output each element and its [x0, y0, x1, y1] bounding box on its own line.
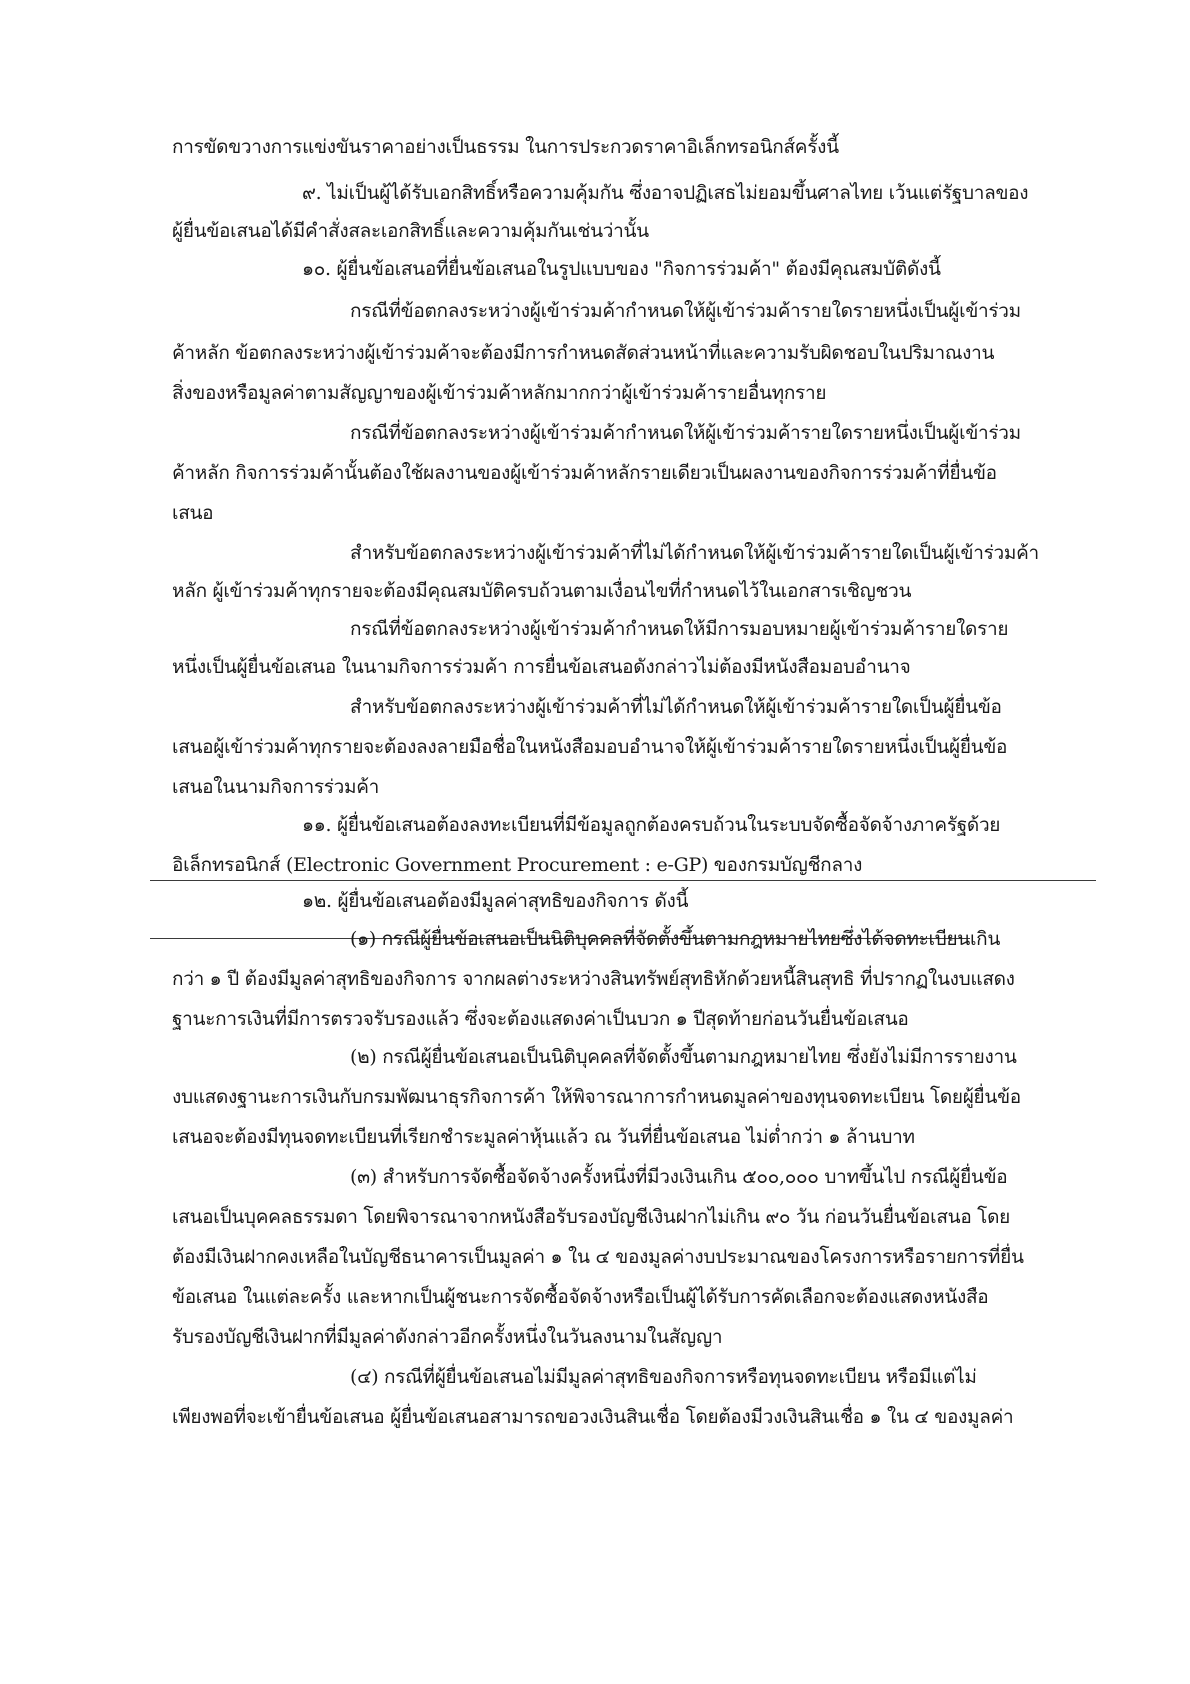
paragraph-line: หลัก ผู้เข้าร่วมค้าทุกรายจะต้องมีคุณสมบัติครบถ้วนตามเงื่อนไขที่กำหนดไว้ในเอกสารเชิญชวน: [172, 580, 912, 602]
paragraph-line: สำหรับข้อตกลงระหว่างผู้เข้าร่วมค้าที่ไม่ได้กำหนดให้ผู้เข้าร่วมค้ารายใดเป็นผู้ยื่นข้อ: [350, 696, 1002, 718]
paragraph-line: เสนอเป็นบุคคลธรรมดา โดยพิจารณาจากหนังสือรับรองบัญชีเงินฝากไม่เกิน ๙๐ วัน ก่อนวันยื่นข้อเสนอ โดย: [172, 1206, 1010, 1228]
paragraph-line: กรณีที่ข้อตกลงระหว่างผู้เข้าร่วมค้ากำหนดให้ผู้เข้าร่วมค้ารายใดรายหนึ่งเป็นผู้เข้าร่วม: [350, 300, 1021, 322]
paragraph-line: เสนอผู้เข้าร่วมค้าทุกรายจะต้องลงลายมือชื่อในหนังสือมอบอำนาจให้ผู้เข้าร่วมค้ารายใดรายหนึ่งเป็นผู้ยื่นข้อ: [172, 736, 1008, 758]
paragraph-line: ต้องมีเงินฝากคงเหลือในบัญชีธนาคารเป็นมูลค่า ๑ ใน ๔ ของมูลค่างบประมาณของโครงการหรือรายการที่ยื่น: [172, 1246, 1024, 1268]
paragraph-line: ค้าหลัก ข้อตกลงระหว่างผู้เข้าร่วมค้าจะต้องมีการกำหนดสัดส่วนหน้าที่และความรับผิดชอบในปริมาณงาน: [172, 342, 995, 364]
paragraph-line: ผู้ยื่นข้อเสนอได้มีคำสั่งสละเอกสิทธิ์และความคุ้มกันเช่นว่านั้น: [172, 220, 649, 242]
paragraph-line: ฐานะการเงินที่มีการตรวจรับรองแล้ว ซึ่งจะต้องแสดงค่าเป็นบวก ๑ ปีสุดท้ายก่อนวันยื่นข้อเสนอ: [172, 1008, 909, 1030]
sub-clause-1-line: (๑) กรณีผู้ยื่นข้อเสนอเป็นนิติบุคคลที่จัดตั้งขึ้นตามกฎหมายไทยซึ่งได้จดทะเบียนเกิน: [350, 928, 1001, 950]
paragraph-line: กว่า ๑ ปี ต้องมีมูลค่าสุทธิของกิจการ จากผลต่างระหว่างสินทรัพย์สุทธิหักด้วยหนี้สินสุทธิ ที่ปรากฏในงบแสดง: [172, 968, 1015, 990]
paragraph-line: เพียงพอที่จะเข้ายื่นข้อเสนอ ผู้ยื่นข้อเสนอสามารถขอวงเงินสินเชื่อ โดยต้องมีวงเงินสินเชื่อ ๑ ใน ๔ ของมูลค่า: [172, 1406, 1014, 1428]
paragraph-line: เสนอ: [172, 502, 214, 524]
horizontal-rule: [150, 880, 1096, 881]
paragraph-line: ข้อเสนอ ในแต่ละครั้ง และหากเป็นผู้ชนะการจัดซื้อจัดจ้างหรือเป็นผู้ได้รับการคัดเลือกจะต้องแสดงหนังสือ: [172, 1286, 989, 1308]
paragraph-line: เสนอจะต้องมีทุนจดทะเบียนที่เรียกชำระมูลค่าหุ้นแล้ว ณ วันที่ยื่นข้อเสนอ ไม่ต่ำกว่า ๑ ล้านบาท: [172, 1126, 915, 1148]
sub-clause-3-line: (๓) สำหรับการจัดซื้อจัดจ้างครั้งหนึ่งที่มีวงเงินเกิน ๕๐๐,๐๐๐ บาทขึ้นไป กรณีผู้ยื่นข้อ: [350, 1166, 1008, 1188]
paragraph-line: รับรองบัญชีเงินฝากที่มีมูลค่าดังกล่าวอีกครั้งหนึ่งในวันลงนามในสัญญา: [172, 1326, 723, 1348]
paragraph-line: การขัดขวางการแข่งขันราคาอย่างเป็นธรรม ในการประกวดราคาอิเล็กทรอนิกส์ครั้งนี้: [172, 136, 839, 158]
paragraph-line: สำหรับข้อตกลงระหว่างผู้เข้าร่วมค้าที่ไม่ได้กำหนดให้ผู้เข้าร่วมค้ารายใดเป็นผู้เข้าร่วมค้า: [350, 542, 1039, 564]
paragraph-line: สิ่งของหรือมูลค่าตามสัญญาของผู้เข้าร่วมค้าหลักมากกว่าผู้เข้าร่วมค้ารายอื่นทุกราย: [172, 382, 827, 404]
paragraph-line: อิเล็กทรอนิกส์ (Electronic Government Procurement : e-GP) ของกรมบัญชีกลาง: [172, 854, 863, 876]
paragraph-line: หนึ่งเป็นผู้ยื่นข้อเสนอ ในนามกิจการร่วมค้า การยื่นข้อเสนอดังกล่าวไม่ต้องมีหนังสือมอบอำนาจ: [172, 656, 911, 678]
clause-9-line: ๙. ไม่เป็นผู้ได้รับเอกสิทธิ์หรือความคุ้มกัน ซึ่งอาจปฏิเสธไม่ยอมขึ้นศาลไทย เว้นแต่รัฐบาลของ: [302, 182, 1029, 204]
paragraph-line: กรณีที่ข้อตกลงระหว่างผู้เข้าร่วมค้ากำหนดให้มีการมอบหมายผู้เข้าร่วมค้ารายใดราย: [350, 618, 1009, 640]
paragraph-line: กรณีที่ข้อตกลงระหว่างผู้เข้าร่วมค้ากำหนดให้ผู้เข้าร่วมค้ารายใดรายหนึ่งเป็นผู้เข้าร่วม: [350, 422, 1021, 444]
clause-12-heading: ๑๒. ผู้ยื่นข้อเสนอต้องมีมูลค่าสุทธิของกิจการ ดังนี้: [302, 890, 689, 912]
clause-11-line: ๑๑. ผู้ยื่นข้อเสนอต้องลงทะเบียนที่มีข้อมูลถูกต้องครบถ้วนในระบบจัดซื้อจัดจ้างภาครัฐด้วย: [302, 814, 1001, 836]
paragraph-line: งบแสดงฐานะการเงินกับกรมพัฒนาธุรกิจการค้า ให้พิจารณาการกำหนดมูลค่าของทุนจดทะเบียน โดยผู้ยื่นข้อ: [172, 1086, 1021, 1108]
paragraph-line: เสนอในนามกิจการร่วมค้า: [172, 776, 380, 798]
sub-clause-4-line: (๔) กรณีที่ผู้ยื่นข้อเสนอไม่มีมูลค่าสุทธิของกิจการหรือทุนจดทะเบียน หรือมีแต่ไม่: [350, 1366, 977, 1388]
paragraph-line: ค้าหลัก กิจการร่วมค้านั้นต้องใช้ผลงานของผู้เข้าร่วมค้าหลักรายเดียวเป็นผลงานของกิจการร่วมค้าที่ยื่นข้อ: [172, 462, 997, 484]
sub-clause-2-line: (๒) กรณีผู้ยื่นข้อเสนอเป็นนิติบุคคลที่จัดตั้งขึ้นตามกฎหมายไทย ซึ่งยังไม่มีการรายงาน: [350, 1046, 1017, 1068]
clause-10-heading: ๑๐. ผู้ยื่นข้อเสนอที่ยื่นข้อเสนอในรูปแบบของ "กิจการร่วมค้า" ต้องมีคุณสมบัติดังนี้: [302, 258, 941, 280]
